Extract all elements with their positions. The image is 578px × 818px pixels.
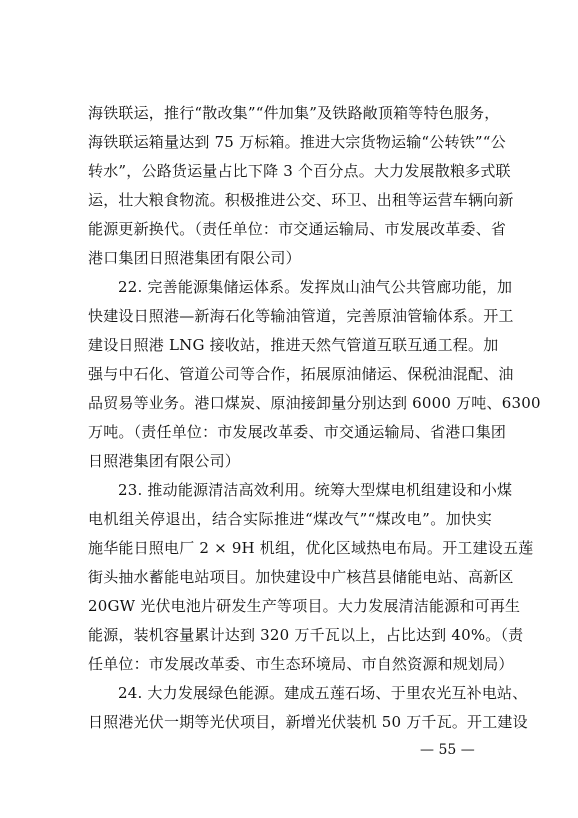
paragraph-line: 建设日照港 LNG 接收站，推进天然气管道互联互通工程。加 [88, 336, 499, 354]
paragraph-line: 日照港集团有限公司） [88, 452, 241, 470]
paragraph-line: 海铁联运，推行“散改集”“件加集”及铁路敞顶箱等特色服务， [88, 104, 500, 122]
paragraph-line: 日照港光伏一期等光伏项目，新增光伏装机 50 万千瓦。开工建设 [88, 713, 528, 731]
paragraph-line: 运，壮大粮食物流。积极推进公交、环卫、出租等运营车辆向新 [88, 191, 514, 209]
paragraph-line: 品贸易等业务。港口煤炭、原油接卸量分别达到 6000 万吨、6300 [88, 394, 541, 412]
paragraph-line: 施华能日照电厂 2 × 9H 机组，优化区域热电布局。开工建设五莲 [88, 539, 534, 557]
paragraph-line: 22. 完善能源集储运体系。发挥岚山油气公共管廊功能，加 [118, 278, 513, 296]
paragraph-line: 万吨。（责任单位：市发展改革委、市交通运输局、省港口集团 [88, 423, 507, 441]
paragraph-line: 23. 推动能源清洁高效利用。统筹大型煤电机组建设和小煤 [118, 481, 513, 499]
paragraph-line: 快建设日照港—新海石化等输油管道，完善原油管输体系。开工 [88, 307, 514, 325]
paragraph-line: 强与中石化、管道公司等合作，拓展原油储运、保税油混配、油 [88, 365, 514, 383]
paragraph-line: 电机组关停退出，结合实际推进“煤改气”“煤改电”。加快实 [88, 510, 492, 528]
paragraph-line: 能源更新换代。（责任单位：市交通运输局、市发展改革委、省 [88, 220, 507, 238]
paragraph-line: 20GW 光伏电池片研发生产等项目。大力发展清洁能源和可再生 [88, 597, 521, 615]
paragraph-line: 街头抽水蓄能电站项目。加快建设中广核莒县储能电站、高新区 [88, 568, 514, 586]
paragraph-line: 24. 大力发展绿色能源。建成五莲石场、于里农光互补电站、 [118, 684, 528, 702]
paragraph-line: 海铁联运箱量达到 75 万标箱。推进大宗货物运输“公转铁”“公 [88, 133, 506, 151]
paragraph-line: 转水”，公路货运量占比下降 3 个百分点。大力发展散粮多式联 [88, 162, 511, 180]
paragraph-line: 港口集团日照港集团有限公司） [88, 249, 301, 267]
paragraph-line: 任单位：市发展改革委、市生态环境局、市自然资源和规划局） [88, 655, 514, 673]
paragraph-line: 能源，装机容量累计达到 320 万千瓦以上，占比达到 40%。（责 [88, 626, 524, 644]
page-number: — 55 — [420, 742, 475, 758]
